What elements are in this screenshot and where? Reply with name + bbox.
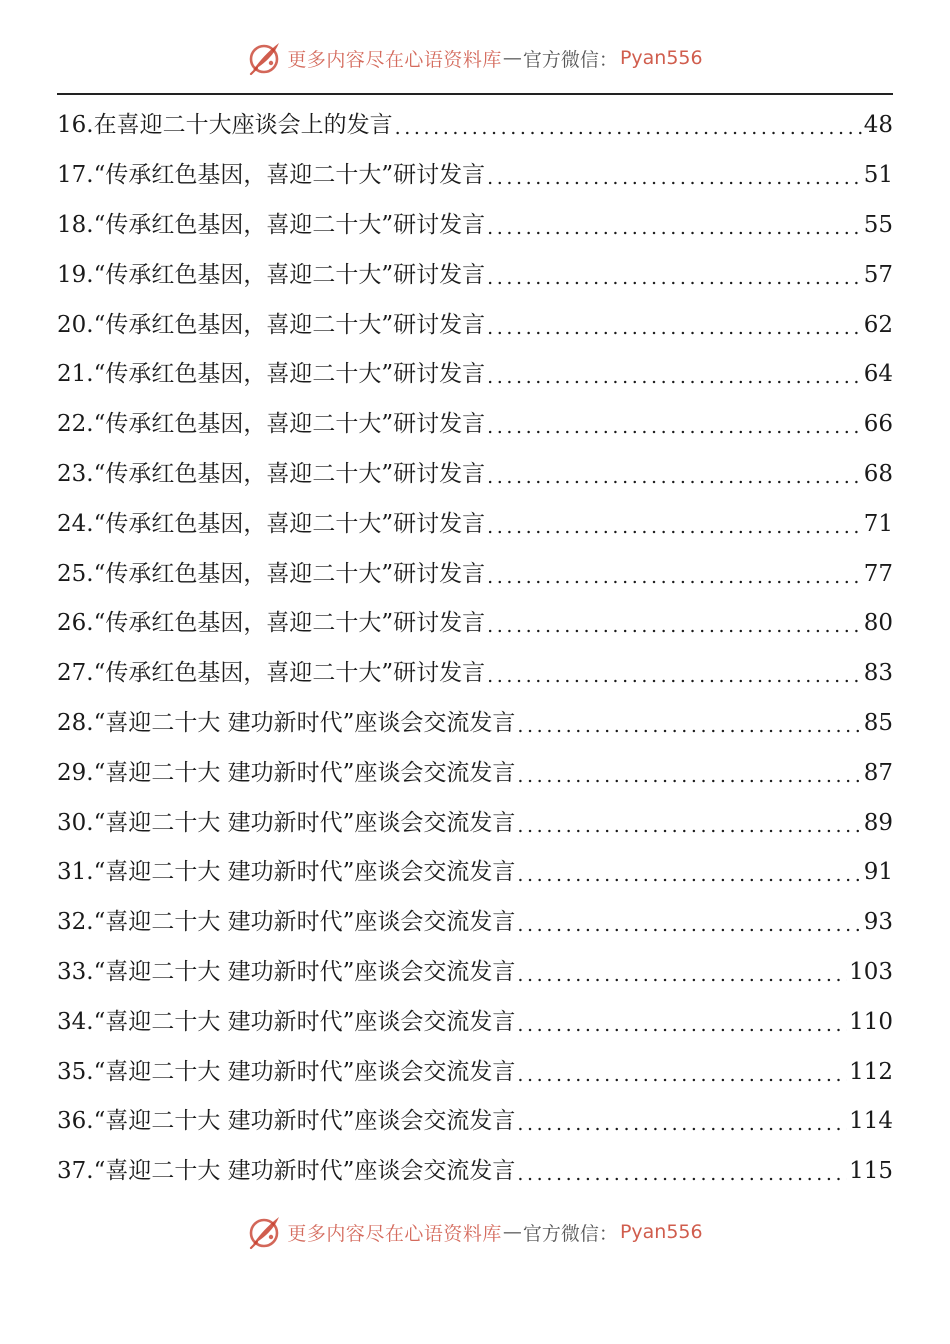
toc-entry-text: “喜迎二十大 建功新时代”座谈会交流发言 xyxy=(93,1008,516,1035)
toc-entry-number: 19. xyxy=(57,261,94,288)
toc-entry-number: 20. xyxy=(57,311,94,338)
toc-entry-title xyxy=(57,114,393,137)
toc-entry-page: 80 xyxy=(863,610,893,637)
toc-entry-page: 57 xyxy=(863,261,893,288)
toc-entry[interactable] xyxy=(57,499,893,549)
toc-entry[interactable] xyxy=(57,101,893,151)
toc-entry-title xyxy=(57,560,486,587)
toc-entry-page: 66 xyxy=(863,411,893,438)
toc-entry[interactable] xyxy=(57,350,893,400)
toc-entry-number: 29. xyxy=(57,759,94,786)
toc-entry-number: 23. xyxy=(57,460,94,487)
toc-entry-page: 91 xyxy=(863,859,893,886)
toc-entry[interactable] xyxy=(57,798,893,848)
quill-pen-logo-icon xyxy=(247,1214,283,1250)
toc-entry-title xyxy=(57,1058,516,1085)
toc-entry-title xyxy=(57,311,486,338)
toc-entry-text: “喜迎二十大 建功新时代”座谈会交流发言 xyxy=(93,958,516,985)
toc-dot-leader xyxy=(517,1115,847,1134)
toc-entry[interactable] xyxy=(57,649,893,699)
toc-entry-page: 114 xyxy=(849,1108,893,1135)
toc-entry-text: “喜迎二十大 建功新时代”座谈会交流发言 xyxy=(93,1158,516,1185)
toc-entry-title xyxy=(57,1110,515,1133)
toc-entry-title xyxy=(57,211,486,238)
toc-entry-page: 89 xyxy=(863,809,893,836)
toc-entry-page: 62 xyxy=(863,311,893,338)
toc-dot-leader xyxy=(517,1016,847,1035)
toc-entry[interactable] xyxy=(57,450,893,500)
toc-entry-page: 68 xyxy=(863,460,893,487)
toc-entry[interactable] xyxy=(57,898,893,948)
banner-wechat-id: Pyan556 xyxy=(619,1221,703,1243)
toc-dot-leader xyxy=(487,617,862,636)
toc-entry[interactable] xyxy=(57,549,893,599)
toc-entry-text: “传承红色基因，喜迎二十大”研讨发言 xyxy=(93,660,486,687)
toc-dot-leader xyxy=(487,418,862,437)
toc-entry-page: 64 xyxy=(863,361,893,388)
toc-entry[interactable] xyxy=(57,1147,893,1197)
toc-entry-text: “喜迎二十大 建功新时代”座谈会交流发言 xyxy=(93,809,516,836)
banner-wechat-label: 官方微信： xyxy=(522,48,618,71)
toc-entry-text: “喜迎二十大 建功新时代”座谈会交流发言 xyxy=(93,909,516,936)
toc-dot-leader xyxy=(487,667,862,686)
toc-entry[interactable] xyxy=(57,848,893,898)
banner-separator: — xyxy=(502,47,522,69)
toc-entry-text: “喜迎二十大 建功新时代”座谈会交流发言 xyxy=(93,759,516,786)
toc-dot-leader xyxy=(517,767,861,786)
toc-entry-title xyxy=(57,612,485,635)
banner-wechat-id: Pyan556 xyxy=(619,47,703,69)
toc-entry[interactable] xyxy=(57,300,893,350)
toc-entry-number: 21. xyxy=(57,361,94,388)
toc-entry[interactable] xyxy=(57,1047,893,1097)
banner-text: 更多内容尽在心语资料库 xyxy=(287,1222,502,1245)
toc-entry-title xyxy=(57,413,485,436)
toc-dot-leader xyxy=(487,169,862,188)
toc-dot-leader xyxy=(487,518,862,537)
toc-entry-title xyxy=(57,1160,515,1183)
toc-entry-text: “传承红色基因，喜迎二十大”研讨发言 xyxy=(93,411,486,438)
toc-entry-title xyxy=(57,958,516,985)
toc-dot-leader xyxy=(517,966,847,985)
toc-dot-leader xyxy=(395,119,862,138)
toc-entry-text: “传承红色基因，喜迎二十大”研讨发言 xyxy=(93,311,486,338)
toc-dot-leader xyxy=(517,717,861,736)
toc-entry-page: 112 xyxy=(849,1058,893,1085)
toc-entry-text: “传承红色基因，喜迎二十大”研讨发言 xyxy=(93,361,486,388)
toc-entry-title xyxy=(57,261,486,288)
toc-entry[interactable] xyxy=(57,699,893,749)
toc-entry-number: 28. xyxy=(57,709,94,736)
toc-entry-page: 51 xyxy=(863,162,893,189)
toc-entry[interactable] xyxy=(57,151,893,201)
header-banner xyxy=(0,38,950,78)
toc-entry-text: “传承红色基因，喜迎二十大”研讨发言 xyxy=(93,510,486,537)
toc-entry-number: 36. xyxy=(57,1108,94,1135)
toc-entry-title xyxy=(57,759,516,786)
toc-dot-leader xyxy=(487,568,862,587)
toc-entry-text: “传承红色基因，喜迎二十大”研讨发言 xyxy=(93,610,486,637)
toc-entry-text: “喜迎二十大 建功新时代”座谈会交流发言 xyxy=(93,1108,516,1135)
quill-pen-logo-icon xyxy=(247,40,283,76)
toc-entry-page: 77 xyxy=(863,560,893,587)
banner-wechat-label: 官方微信： xyxy=(522,1222,618,1245)
table-of-contents xyxy=(57,101,893,1197)
toc-dot-leader xyxy=(487,219,862,238)
toc-dot-leader xyxy=(487,319,862,338)
toc-entry-page: 87 xyxy=(863,759,893,786)
toc-entry-page: 55 xyxy=(863,211,893,238)
header-divider xyxy=(57,93,893,95)
toc-entry-title xyxy=(57,861,515,884)
toc-entry-text: “传承红色基因，喜迎二十大”研讨发言 xyxy=(93,162,486,189)
toc-entry-number: 31. xyxy=(57,859,94,886)
toc-dot-leader xyxy=(517,817,861,836)
toc-entry-page: 93 xyxy=(863,909,893,936)
toc-entry-number: 16. xyxy=(57,112,94,139)
toc-entry-text: “喜迎二十大 建功新时代”座谈会交流发言 xyxy=(93,709,516,736)
toc-entry-title xyxy=(57,460,486,487)
toc-entry-number: 37. xyxy=(57,1158,94,1185)
toc-entry-page: 103 xyxy=(849,958,893,985)
toc-entry-text: “传承红色基因，喜迎二十大”研讨发言 xyxy=(93,560,486,587)
toc-entry-title xyxy=(57,809,516,836)
toc-entry-title xyxy=(57,1008,516,1035)
toc-entry[interactable] xyxy=(57,400,893,450)
toc-entry-text: “传承红色基因，喜迎二十大”研讨发言 xyxy=(93,460,486,487)
toc-entry-title xyxy=(57,164,485,187)
toc-entry-number: 25. xyxy=(57,560,94,587)
toc-dot-leader xyxy=(487,468,862,487)
toc-entry-page: 110 xyxy=(849,1008,893,1035)
toc-entry[interactable] xyxy=(57,201,893,251)
toc-entry-title xyxy=(57,911,515,934)
toc-entry-number: 17. xyxy=(57,162,94,189)
toc-entry-page: 71 xyxy=(863,510,893,537)
toc-entry-page: 48 xyxy=(863,112,893,139)
toc-dot-leader xyxy=(517,866,861,885)
footer-banner xyxy=(0,1212,950,1252)
toc-entry-text: “喜迎二十大 建功新时代”座谈会交流发言 xyxy=(93,859,516,886)
toc-entry-number: 32. xyxy=(57,909,94,936)
toc-entry-number: 18. xyxy=(57,211,94,238)
toc-entry-title xyxy=(57,363,485,386)
toc-entry-number: 24. xyxy=(57,510,94,537)
toc-dot-leader xyxy=(517,1066,847,1085)
toc-entry-number: 26. xyxy=(57,610,94,637)
banner-separator: — xyxy=(502,1221,522,1243)
toc-entry[interactable] xyxy=(57,997,893,1047)
toc-entry-number: 22. xyxy=(57,411,94,438)
toc-entry-number: 30. xyxy=(57,809,94,836)
toc-entry-title xyxy=(57,709,516,736)
toc-dot-leader xyxy=(517,1165,847,1184)
toc-entry[interactable] xyxy=(57,948,893,998)
toc-entry-number: 35. xyxy=(57,1058,94,1085)
toc-entry-text: 在喜迎二十大座谈会上的发言 xyxy=(93,112,393,139)
toc-entry[interactable] xyxy=(57,748,893,798)
toc-entry[interactable] xyxy=(57,599,893,649)
toc-entry[interactable] xyxy=(57,250,893,300)
toc-dot-leader xyxy=(487,368,862,387)
toc-entry-page: 115 xyxy=(849,1158,893,1185)
toc-entry-text: “传承红色基因，喜迎二十大”研讨发言 xyxy=(93,211,486,238)
toc-entry-page: 85 xyxy=(863,709,893,736)
toc-entry-page: 83 xyxy=(863,660,893,687)
toc-entry-text: “喜迎二十大 建功新时代”座谈会交流发言 xyxy=(93,1058,516,1085)
toc-entry-number: 27. xyxy=(57,660,94,687)
toc-entry-number: 33. xyxy=(57,958,94,985)
toc-entry-title xyxy=(57,662,485,685)
toc-entry-number: 34. xyxy=(57,1008,94,1035)
toc-entry-text: “传承红色基因，喜迎二十大”研讨发言 xyxy=(93,261,486,288)
toc-entry-title xyxy=(57,510,486,537)
banner-text: 更多内容尽在心语资料库 xyxy=(287,48,502,71)
toc-dot-leader xyxy=(487,269,862,288)
toc-entry[interactable] xyxy=(57,1097,893,1147)
toc-dot-leader xyxy=(517,916,861,935)
